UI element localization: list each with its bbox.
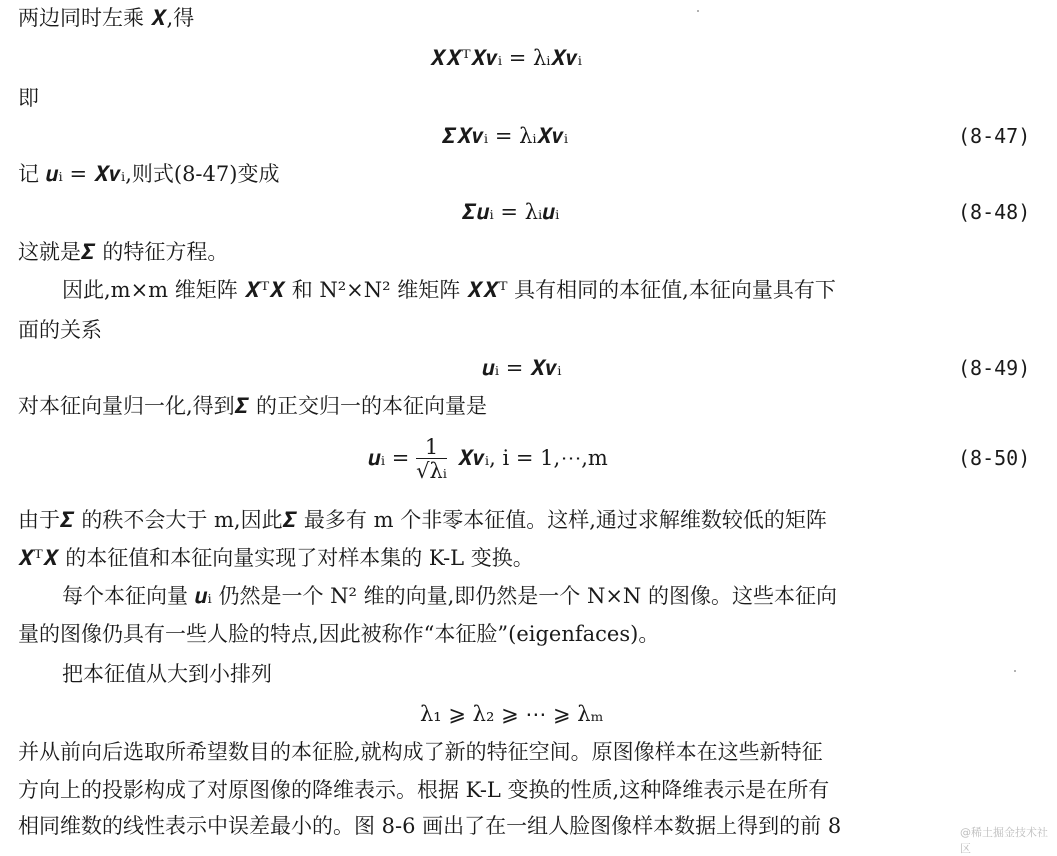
text-line-3: 记 𝒖ᵢ = 𝑿𝒗ᵢ,则式(8-47)变成 [18,162,280,186]
text-line-5: 因此,m×m 维矩阵 𝑿ᵀ𝑿 和 N²×N² 维矩阵 𝑿𝑿ᵀ 具有相同的本征值,本征向量具有下 [62,278,836,302]
text-line-12: 把本征值从大到小排列 [62,662,272,686]
equation-8-48: 𝜮𝒖ᵢ = λᵢ𝒖ᵢ [462,200,560,224]
text-line-14: 方向上的投影构成了对原图像的降维表示。根据 K-L 变换的性质,这种降维表示是在所有 [18,778,830,802]
eigenvalue-ordering-equation: λ₁ ⩾ λ₂ ⩾ ⋯ ⩾ λₘ [420,702,604,726]
scan-speck [697,10,699,12]
equation-8-50-fraction [416,436,447,483]
watermark: @稀土掘金技术社区 [960,826,1048,855]
scan-speck [1014,670,1016,672]
text-line-4: 这就是𝜮 的特征方程。 [18,240,229,264]
text-line-6: 面的关系 [18,318,102,342]
equation-number-8-50: (8-50) [958,446,1031,470]
text-line-7: 对本征向量归一化,得到𝜮 的正交归一的本征向量是 [18,394,488,418]
equation-8-50-lhs: 𝒖ᵢ = [368,446,410,470]
equation-8-50-rhs: 𝑿𝒗ᵢ, i = 1,⋯,m [457,446,608,470]
fraction-denominator: √λᵢ [416,459,447,483]
text-line-2: 即 [18,86,39,110]
text-line-15: 相同维数的线性表示中误差最小的。图 8-6 画出了在一组人脸图像样本数据上得到的前 8 [18,814,842,838]
text-line-10: 每个本征向量 𝒖ᵢ 仍然是一个 N² 维的向量,即仍然是一个 N×N 的图像。这些本征向 [62,584,837,608]
equation-number-8-49: (8-49) [958,356,1031,380]
equation-1: 𝑿𝑿ᵀ𝑿𝒗ᵢ = λᵢ𝑿𝒗ᵢ [430,46,583,70]
fraction-numerator: 1 [416,436,447,459]
equation-number-8-47: (8-47) [958,124,1031,148]
text-line-13: 并从前向后选取所希望数目的本征脸,就构成了新的特征空间。原图像样本在这些新特征 [18,740,823,764]
text-line-8: 由于𝜮 的秩不会大于 m,因此𝜮 最多有 m 个非零本征值。这样,通过求解维数较低的矩阵 [18,508,827,532]
text-line-11: 量的图像仍具有一些人脸的特点,因此被称作“本征脸”(eigenfaces)。 [18,622,660,646]
text-line-9: 𝑿ᵀ𝑿 的本征值和本征向量实现了对样本集的 K-L 变换。 [18,546,534,570]
equation-8-47: 𝜮𝑿𝒗ᵢ = λᵢ𝑿𝒗ᵢ [442,124,569,148]
equation-8-49: 𝒖ᵢ = 𝑿𝒗ᵢ [482,356,562,380]
equation-8-50 [368,436,608,483]
text-line-1: 两边同时左乘 𝑿,得 [18,6,195,30]
equation-number-8-48: (8-48) [958,200,1031,224]
